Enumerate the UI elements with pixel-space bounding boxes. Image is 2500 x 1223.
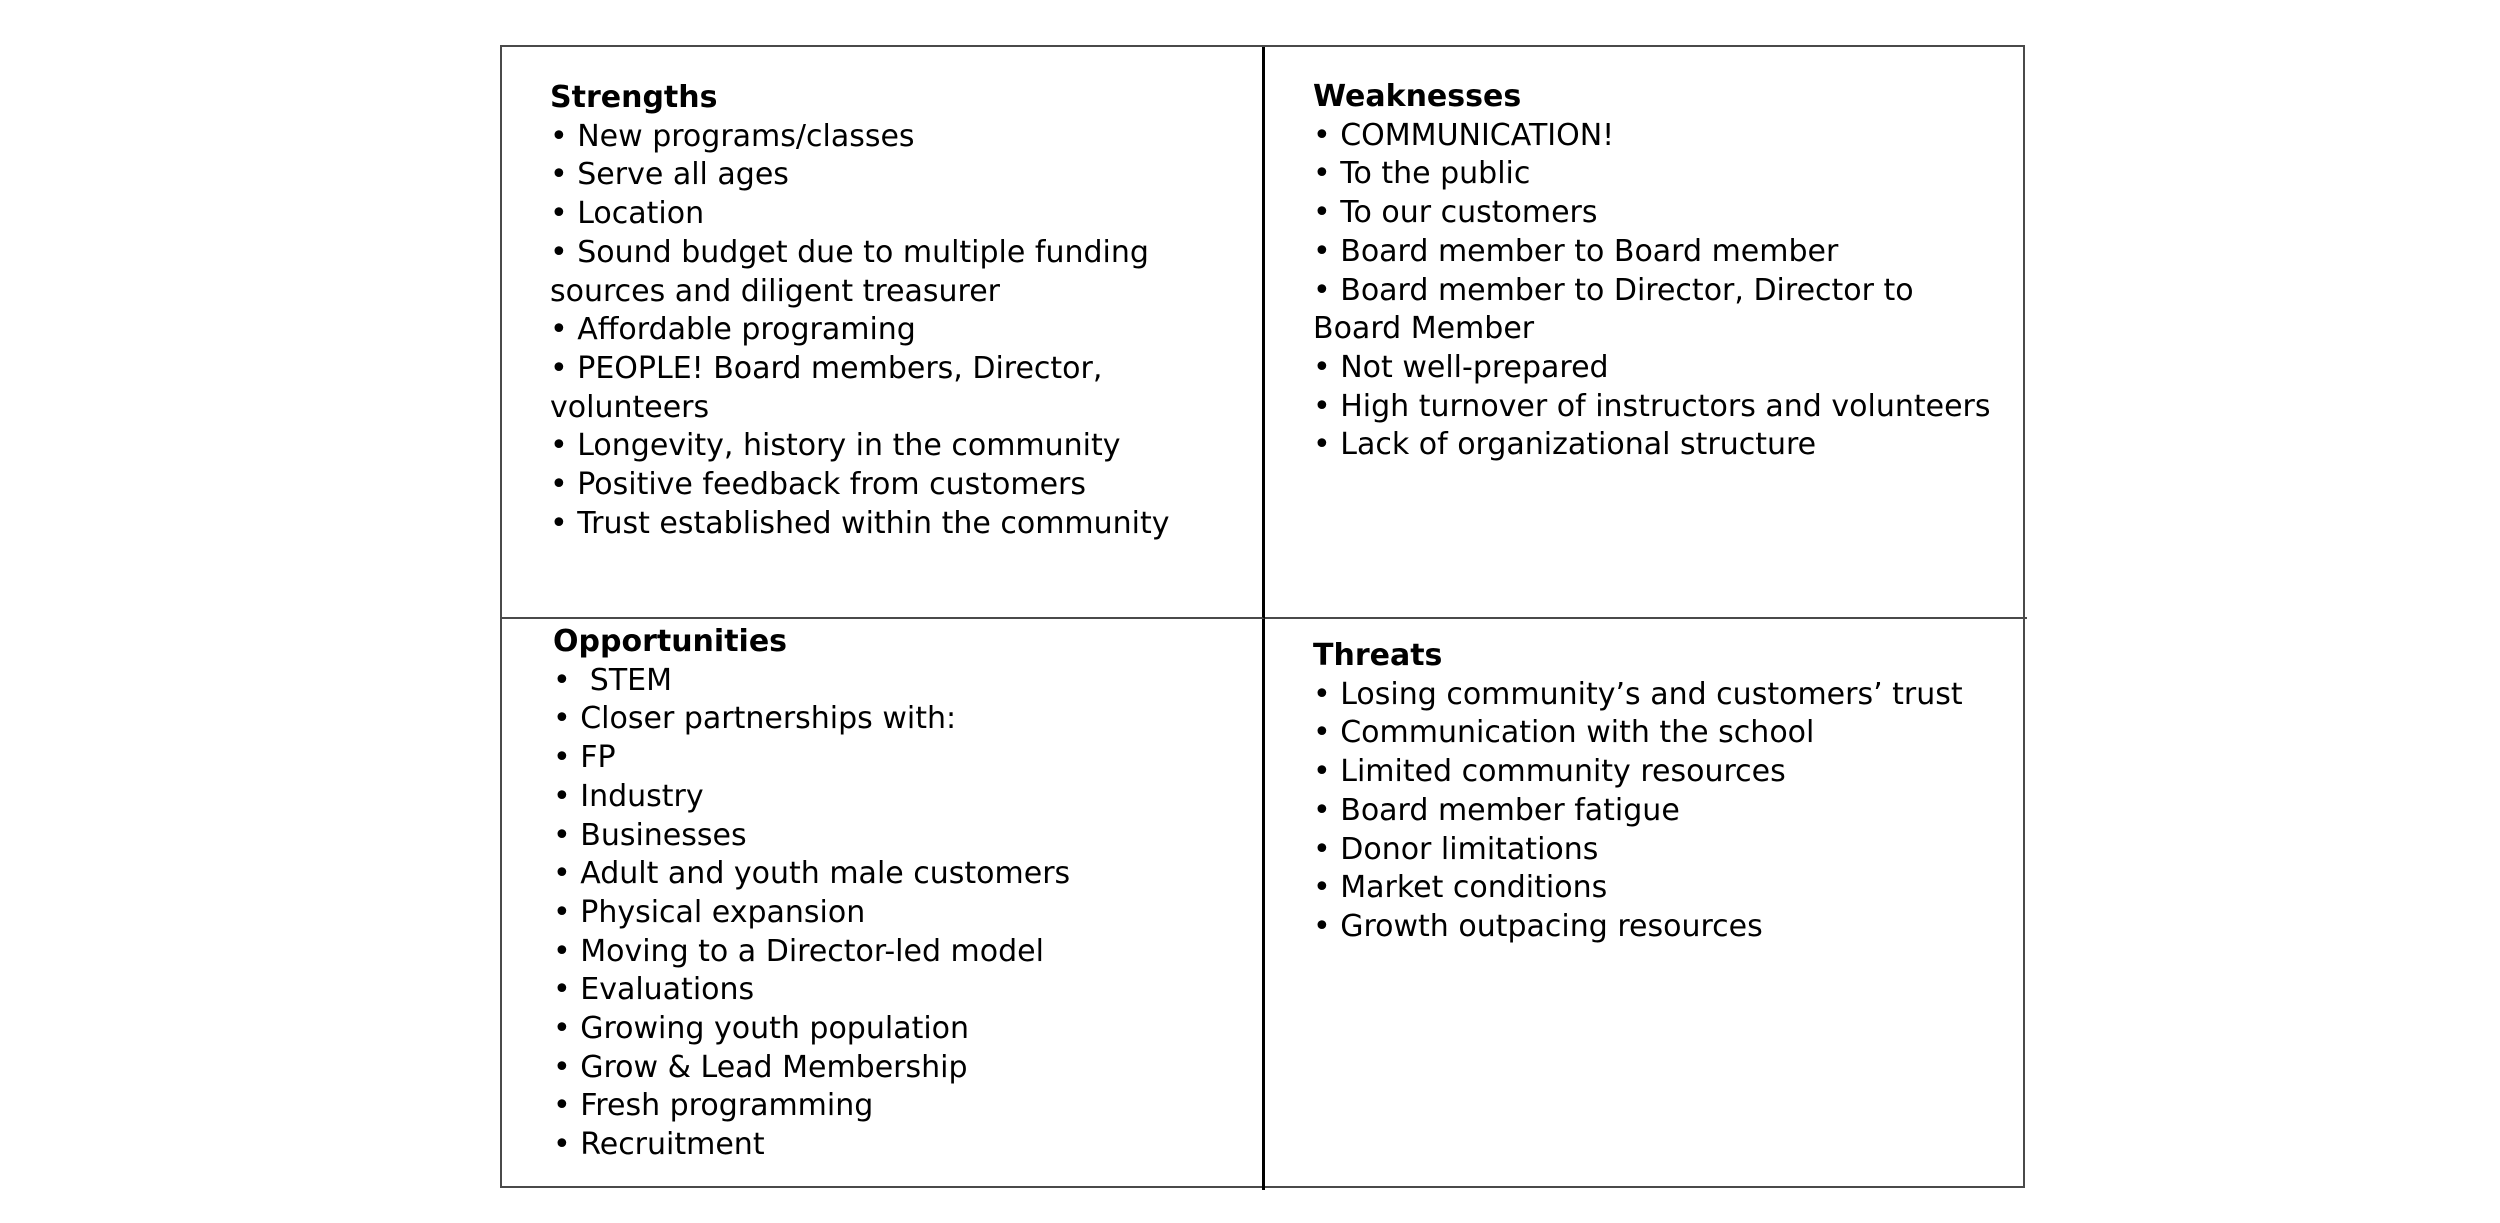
threats-item: • Losing community’s and customers’ trust: [1313, 676, 2013, 715]
opportunities-item: • Moving to a Director-led model: [553, 933, 1253, 972]
weaknesses-list: [1313, 117, 2003, 465]
weaknesses-item: • Lack of organizational structure: [1313, 426, 2003, 465]
weaknesses-item: • Board member to Board member: [1313, 233, 2003, 272]
strengths-item: • PEOPLE! Board members, Director, volunteers: [550, 350, 1255, 427]
opportunities-item: • STEM: [553, 662, 1253, 701]
weaknesses-item: • To our customers: [1313, 194, 2003, 233]
strengths-item: • Longevity, history in the community: [550, 427, 1255, 466]
strengths-item: • Trust established within the community: [550, 505, 1255, 544]
opportunities-item: • Fresh programming: [553, 1087, 1253, 1126]
strengths-item: • Affordable programing: [550, 311, 1255, 350]
opportunities-item: • Adult and youth male customers: [553, 855, 1253, 894]
threats-list: [1313, 676, 2013, 947]
strengths-item: • Serve all ages: [550, 156, 1255, 195]
strengths-quadrant: [502, 47, 1265, 619]
strengths-list: [550, 118, 1255, 544]
weaknesses-title: Weaknesses: [1313, 79, 1522, 114]
strengths-item: • Sound budget due to multiple funding sources and diligent treasurer: [550, 234, 1255, 311]
opportunities-list: [553, 662, 1253, 1165]
opportunities-item: • Closer partnerships with:: [553, 700, 1253, 739]
weaknesses-item: • To the public: [1313, 155, 2003, 194]
strengths-item: • Positive feedback from customers: [550, 466, 1255, 505]
strengths-item: • New programs/classes: [550, 118, 1255, 157]
strengths-title: Strengths: [550, 80, 718, 115]
weaknesses-content: [1313, 78, 2003, 465]
threats-item: • Communication with the school: [1313, 714, 2013, 753]
threats-item: • Growth outpacing resources: [1313, 908, 2013, 947]
opportunities-quadrant: [502, 619, 1265, 1190]
opportunities-item: • Businesses: [553, 817, 1253, 856]
threats-item: • Market conditions: [1313, 869, 2013, 908]
threats-title: Threats: [1313, 638, 1443, 673]
opportunities-item: • Evaluations: [553, 971, 1253, 1010]
threats-item: • Limited community resources: [1313, 753, 2013, 792]
opportunities-item: • Physical expansion: [553, 894, 1253, 933]
opportunities-item: • Industry: [553, 778, 1253, 817]
weaknesses-quadrant: [1265, 47, 2027, 619]
weaknesses-item: • High turnover of instructors and volunteers: [1313, 388, 2003, 427]
threats-item: • Board member fatigue: [1313, 792, 2013, 831]
strengths-content: [550, 79, 1255, 543]
opportunities-item: • FP: [553, 739, 1253, 778]
weaknesses-item: • COMMUNICATION!: [1313, 117, 2003, 156]
strengths-item: • Location: [550, 195, 1255, 234]
threats-item: • Donor limitations: [1313, 831, 2013, 870]
threats-content: [1313, 637, 2013, 947]
opportunities-item: • Grow & Lead Membership: [553, 1049, 1253, 1088]
weaknesses-item: • Board member to Director, Director to Board Member: [1313, 272, 2003, 349]
opportunities-item: • Recruitment: [553, 1126, 1253, 1165]
opportunities-content: [553, 623, 1253, 1165]
weaknesses-item: • Not well-prepared: [1313, 349, 2003, 388]
threats-quadrant: [1265, 619, 2027, 1190]
opportunities-item: • Growing youth population: [553, 1010, 1253, 1049]
opportunities-title: Opportunities: [553, 624, 788, 659]
swot-grid: [500, 45, 2025, 1188]
